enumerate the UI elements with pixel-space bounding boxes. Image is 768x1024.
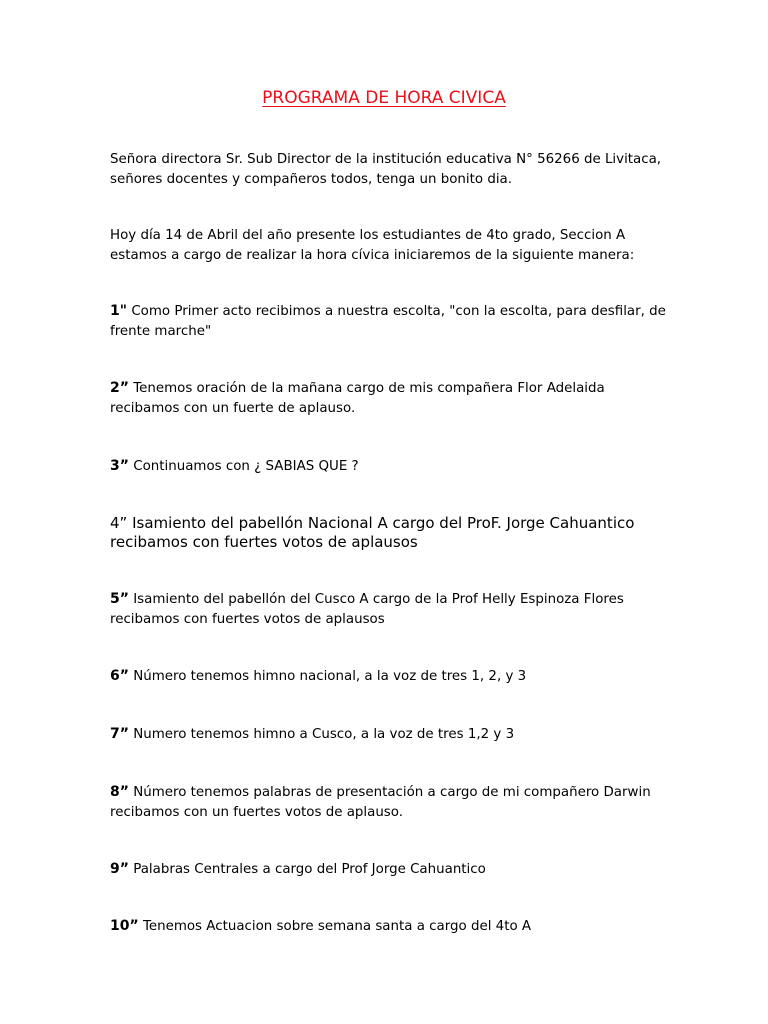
program-item-5 — [110, 590, 670, 629]
intro-paragraph-2: Hoy día 14 de Abril del año presente los estudiantes de 4to grado, Seccion A estamos a cargo de realizar la hora cívica iniciaremos de la siguiente manera: — [110, 228, 635, 263]
item-text: Palabras Centrales a cargo del Prof Jorge Cahuantico — [133, 862, 486, 877]
item-text: Tenemos Actuacion sobre semana santa a cargo del 4to A — [142, 919, 532, 934]
item-text: Isamiento del pabellón del Cusco A cargo de la Prof Helly Espinoza Flores recibamos con fuertes votos de aplausos — [110, 592, 624, 627]
item-text: Numero tenemos himno a Cusco, a la voz de tres 1,2 y 3 — [133, 727, 515, 742]
item-text: Como Primer acto recibimos a nuestra escolta, "con la escolta, para desfilar, de frente marche" — [110, 304, 666, 339]
program-item-7 — [110, 725, 670, 745]
item-text: Número tenemos himno nacional, a la voz de tres 1, 2, y 3 — [133, 669, 527, 684]
page-title: PROGRAMA DE HORA CIVICA — [262, 88, 506, 108]
item-number: 10” — [110, 918, 139, 934]
item-number: 9” — [110, 861, 129, 877]
item-text: Isamiento del pabellón Nacional A cargo del ProF. Jorge Cahuantico recibamos con fuertes votos de aplausos — [110, 514, 635, 551]
program-item-8 — [110, 783, 670, 822]
program-item-4 — [110, 514, 670, 552]
item-text: Continuamos con ¿ SABIAS QUE ? — [133, 459, 359, 474]
item-text: Tenemos oración de la mañana cargo de mis compañera Flor Adelaida recibamos con un fuerte de aplauso. — [110, 381, 605, 416]
item-number: 8” — [110, 784, 129, 800]
item-number: 1" — [110, 303, 128, 319]
program-item-2 — [110, 379, 670, 418]
item-number: 2” — [110, 380, 129, 396]
item-number: 7” — [110, 726, 129, 742]
program-item-1 — [110, 302, 670, 341]
item-number: 4” — [110, 514, 128, 532]
program-item-6 — [110, 667, 670, 687]
program-item-10 — [110, 917, 670, 937]
item-text: Número tenemos palabras de presentación a cargo de mi compañero Darwin recibamos con un fuertes votos de aplauso. — [110, 785, 651, 820]
item-number: 3” — [110, 458, 129, 474]
intro-paragraph-1: Señora directora Sr. Sub Director de la institución educativa N° 56266 de Livitaca, señores docentes y compañeros todos, tenga un bonito dia. — [110, 152, 662, 187]
item-number: 6” — [110, 668, 129, 684]
program-item-9 — [110, 860, 670, 880]
item-number: 5” — [110, 591, 129, 607]
program-item-3 — [110, 457, 670, 477]
